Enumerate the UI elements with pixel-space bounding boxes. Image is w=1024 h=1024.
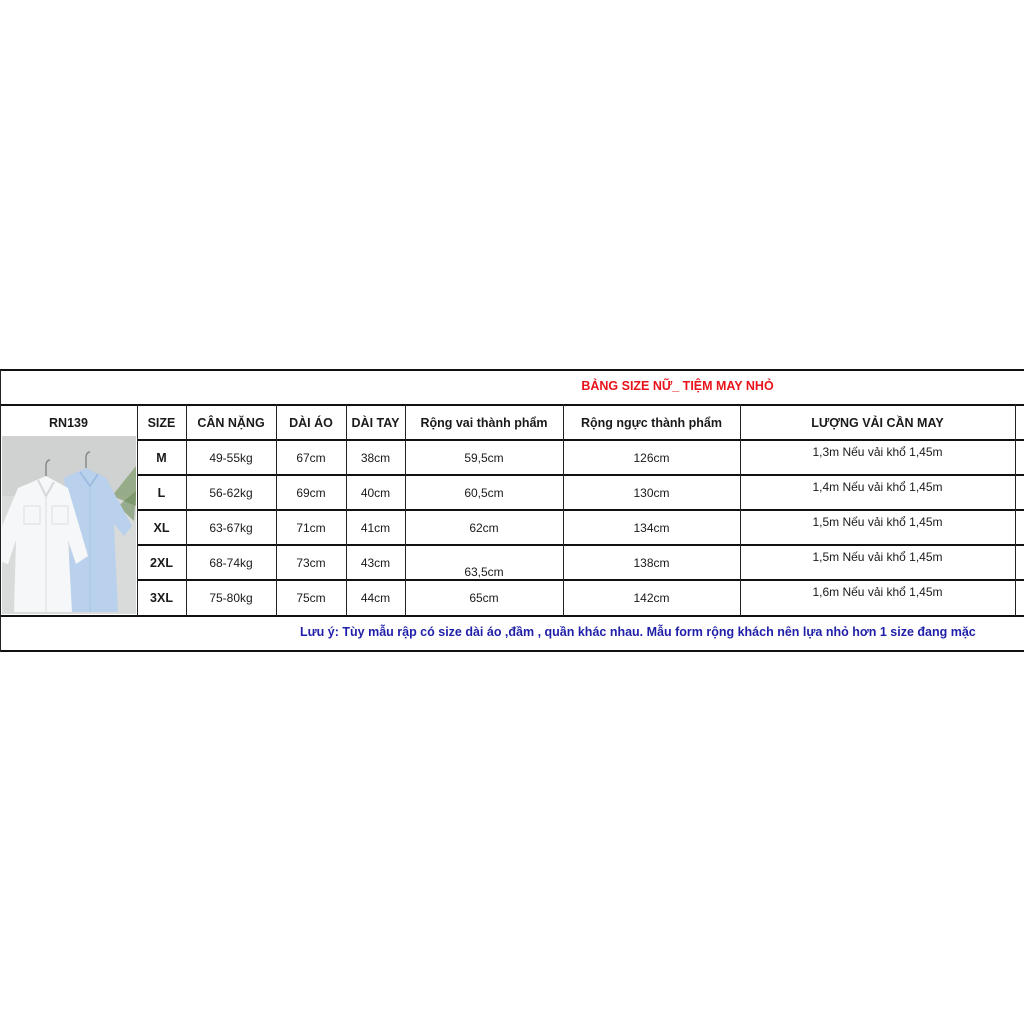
table-cell-weight: 68-74kg xyxy=(209,555,253,570)
table-cell-fabric: 1,5m Nếu vải khổ 1,45m xyxy=(812,549,943,564)
table-cell-size: M xyxy=(156,450,167,465)
table-cell-shoulder: 60,5cm xyxy=(464,485,504,500)
table-cell-length: 75cm xyxy=(296,590,326,605)
table-border xyxy=(0,615,1024,617)
header-weight: CÂN NẶNG xyxy=(197,415,265,430)
table-cell-length: 67cm xyxy=(296,450,326,465)
table-cell-size: 3XL xyxy=(150,590,173,605)
table-cell-chest: 138cm xyxy=(633,555,670,570)
table-cell-fabric: 1,5m Nếu vải khổ 1,45m xyxy=(812,514,943,529)
table-cell-chest: 134cm xyxy=(633,520,670,535)
size-chart-table xyxy=(0,369,1024,652)
table-cell-shoulder: 65cm xyxy=(469,590,499,605)
table-cell-chest: 142cm xyxy=(633,590,670,605)
table-cell-fabric: 1,6m Nếu vải khổ 1,45m xyxy=(812,584,943,599)
table-cell-chest: 130cm xyxy=(633,485,670,500)
header-sleeve: DÀI TAY xyxy=(351,415,400,430)
table-cell-sleeve: 43cm xyxy=(360,555,391,570)
table-cell-fabric: 1,4m Nếu vải khổ 1,45m xyxy=(812,479,943,494)
table-cell-shoulder: 59,5cm xyxy=(464,450,504,465)
header-fabric: LƯỢNG VẢI CẦN MAY xyxy=(811,415,944,430)
table-cell-sleeve: 40cm xyxy=(360,485,391,500)
table-cell-shoulder: 62cm xyxy=(469,520,499,535)
table-cell-weight: 49-55kg xyxy=(209,450,253,465)
table-cell-weight: 63-67kg xyxy=(209,520,253,535)
table-cell-size: 2XL xyxy=(150,555,173,570)
chart-title: BẢNG SIZE NỮ_ TIỆM MAY NHỎ xyxy=(581,379,774,393)
product-code: RN139 xyxy=(49,415,88,430)
table-cell-length: 69cm xyxy=(296,485,326,500)
table-cell-sleeve: 44cm xyxy=(360,590,391,605)
table-cell-chest: 126cm xyxy=(633,450,670,465)
header-shoulder: Rộng vai thành phẩm xyxy=(420,415,548,430)
header-length: DÀI ÁO xyxy=(289,415,333,430)
footnote: Lưu ý: Tùy mẫu rập có size dài áo ,đầm , quần khác nhau. Mẫu form rộng khách nên lựa nhỏ hơn 1 size đang mặc xyxy=(300,625,976,639)
table-cell-length: 73cm xyxy=(296,555,326,570)
header-size: SIZE xyxy=(147,415,176,430)
product-photo xyxy=(2,436,136,614)
header-chest: Rộng ngực thành phẩm xyxy=(581,415,722,430)
table-cell-sleeve: 41cm xyxy=(360,520,391,535)
table-border xyxy=(1015,404,1016,616)
table-cell-weight: 75-80kg xyxy=(209,590,253,605)
table-cell-sleeve: 38cm xyxy=(360,450,391,465)
table-border xyxy=(0,369,1024,371)
table-cell-fabric: 1,3m Nếu vải khổ 1,45m xyxy=(812,444,943,459)
table-cell-weight: 56-62kg xyxy=(209,485,253,500)
table-border xyxy=(0,650,1024,652)
shirts-illustration xyxy=(2,436,136,614)
table-cell-shoulder: 63,5cm xyxy=(464,564,504,579)
table-cell-size: L xyxy=(157,485,166,500)
table-cell-length: 71cm xyxy=(296,520,326,535)
table-cell-size: XL xyxy=(153,520,170,535)
